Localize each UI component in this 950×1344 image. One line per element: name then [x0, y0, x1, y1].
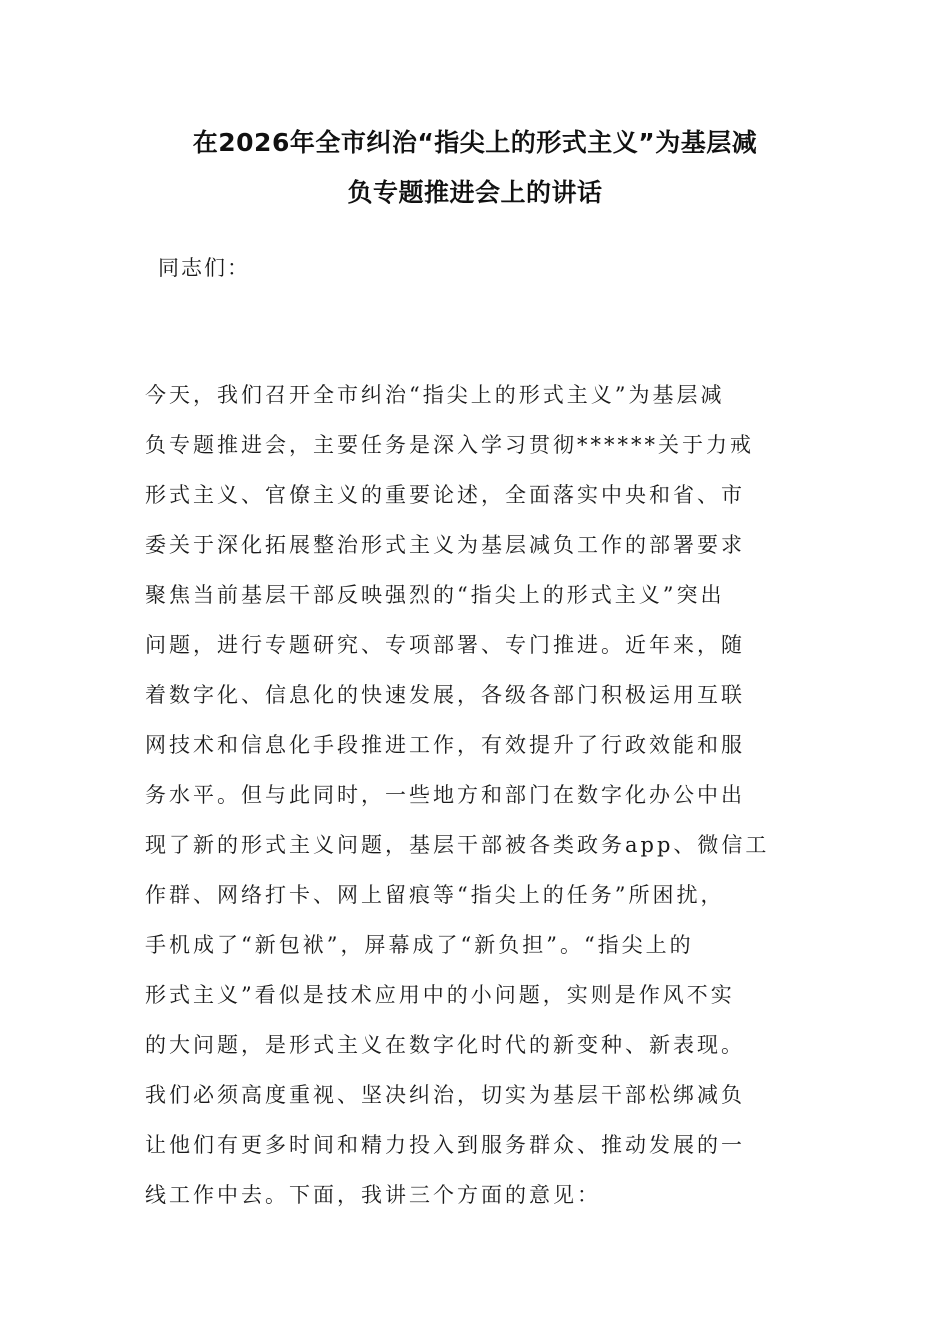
paragraph-line: 务水平。但与此同时，一些地方和部门在数字化办公中出 — [145, 783, 745, 807]
paragraph-line: 现了新的形式主义问题，基层干部被各类政务app、微信工 — [145, 833, 770, 857]
paragraph-line: 聚焦当前基层干部反映强烈的“指尖上的形式主义”突出 — [145, 583, 725, 607]
paragraph-line: 今天，我们召开全市纠治“指尖上的形式主义”为基层减 — [145, 383, 725, 407]
paragraph-line: 委关于深化拓展整治形式主义为基层减负工作的部署要求 — [145, 533, 745, 557]
body-paragraph — [145, 370, 807, 1220]
title-line-2: 负专题推进会上的讲话 — [347, 178, 603, 207]
paragraph-line: 问题，进行专题研究、专项部署、专门推进。近年来，随 — [145, 633, 745, 657]
paragraph-line: 手机成了“新包袱”，屏幕成了“新负担”。“指尖上的 — [145, 933, 694, 957]
paragraph-line: 负专题推进会，主要任务是深入学习贯彻******关于力戒 — [145, 433, 754, 457]
title-line-1: 在2026年全市纠治“指尖上的形式主义”为基层减 — [192, 128, 758, 157]
paragraph-line: 形式主义、官僚主义的重要论述，全面落实中央和省、市 — [145, 483, 745, 507]
paragraph-line: 着数字化、信息化的快速发展，各级各部门积极运用互联 — [145, 683, 745, 707]
paragraph-line: 网技术和信息化手段推进工作，有效提升了行政效能和服 — [145, 733, 745, 757]
paragraph-line: 形式主义”看似是技术应用中的小问题，实则是作风不实 — [145, 983, 735, 1007]
paragraph-line: 让他们有更多时间和精力投入到服务群众、推动发展的一 — [145, 1133, 745, 1157]
paragraph-line: 线工作中去。下面，我讲三个方面的意见： — [145, 1183, 601, 1207]
paragraph-line: 作群、网络打卡、网上留痕等“指尖上的任务”所困扰， — [145, 883, 725, 907]
greeting: 同志们： — [158, 256, 250, 280]
paragraph-line: 我们必须高度重视、坚决纠治，切实为基层干部松绑减负 — [145, 1083, 745, 1107]
document-title — [140, 118, 810, 218]
paragraph-line: 的大问题，是形式主义在数字化时代的新变种、新表现。 — [145, 1033, 745, 1057]
